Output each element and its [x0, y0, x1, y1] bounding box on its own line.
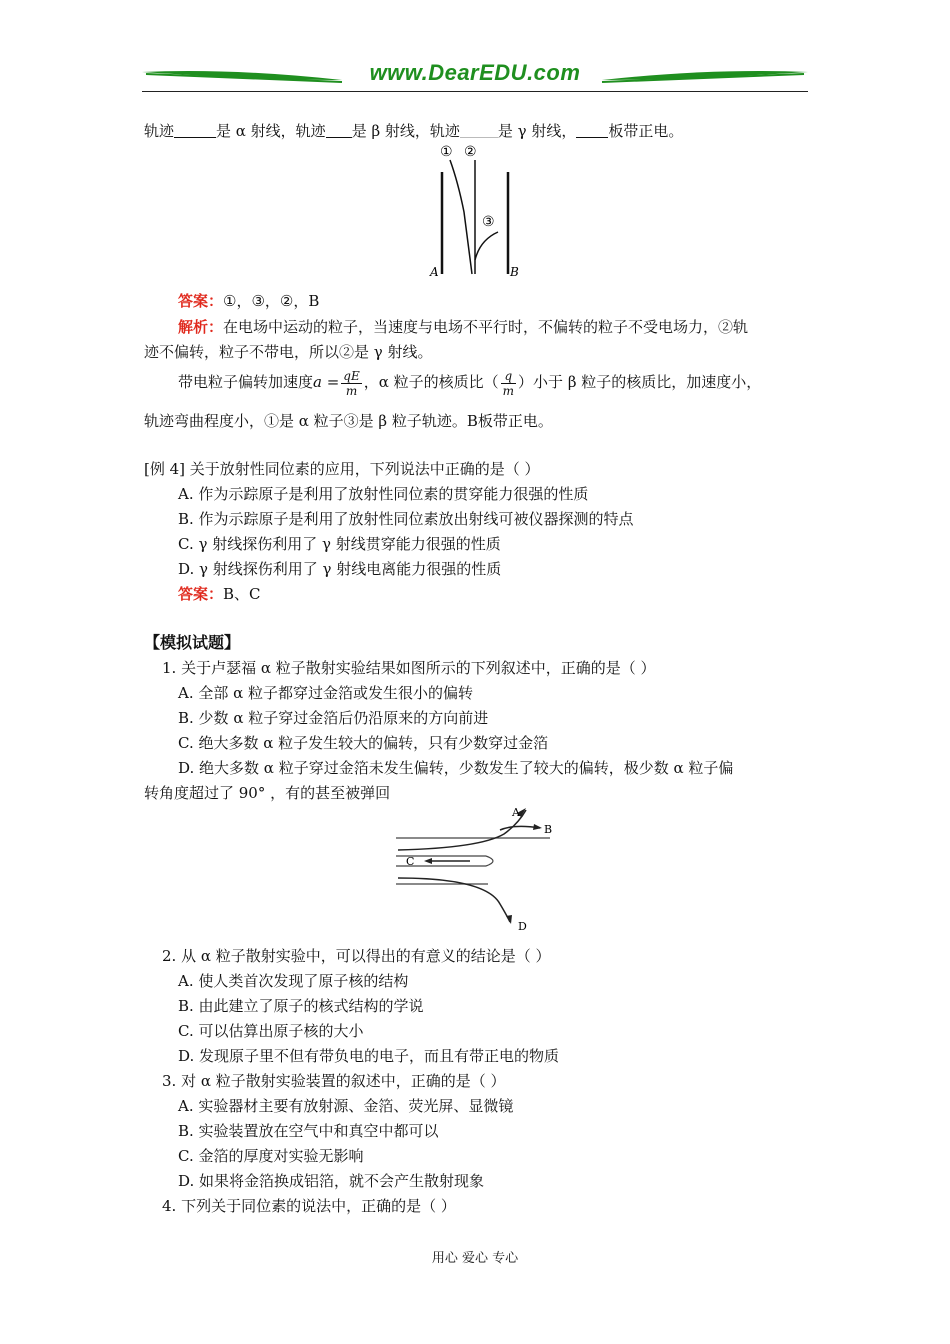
page-header [142, 58, 808, 94]
analysis-formula-line [178, 368, 761, 398]
answer-text: B、C [223, 585, 261, 603]
analysis-line [144, 410, 553, 432]
answer-text: ①，③，②，B [223, 292, 320, 310]
plate-a-label: A [430, 265, 439, 279]
question-4: 4. 下列关于同位素的说法中，正确的是（ ） [162, 1197, 456, 1215]
analysis-text: 迹不偏转，粒子不带电，所以②是 γ 射线。 [144, 343, 433, 361]
site-logo: www.DearEDU.com [369, 60, 581, 85]
track-2-label: ② [464, 144, 477, 160]
analysis-text: 在电场中运动的粒子，当速度与电场不平行时，不偏转的粒子不受电场力，②轨 [223, 318, 749, 336]
analysis-line [144, 341, 433, 363]
question-option: B. 少数 α 粒子穿过金箔后仍沿原来的方向前进 [178, 709, 489, 727]
intro-text: 是 γ 射线， [497, 122, 577, 140]
ratio-fraction [501, 369, 516, 398]
trajectory-a [398, 810, 526, 850]
track-1-curve [450, 160, 472, 274]
intro-question [144, 120, 683, 142]
question-option: C. 金箔的厚度对实验无影响 [178, 1147, 364, 1165]
question-3: 3. 对 α 粒子散射实验装置的叙述中，正确的是（ ） [162, 1072, 506, 1090]
scattering-figure [390, 804, 560, 934]
intro-text: 板带正电。 [608, 122, 684, 140]
track-3-curve [475, 232, 498, 260]
answer-blank [576, 121, 608, 138]
question-option: C. 绝大多数 α 粒子发生较大的偏转，只有少数穿过金箔 [178, 734, 549, 752]
example-option: B. 作为示踪原子是利用了放射性同位素放出射线可被仪器探测的特点 [178, 510, 634, 528]
plate-b-label: B [510, 265, 519, 279]
fraction-denominator: m [345, 383, 358, 398]
intro-text: 是 β 射线，轨迹 [351, 122, 460, 140]
analysis-label: 解析： [178, 318, 224, 336]
section-title: 【模拟试题】 [144, 633, 241, 652]
label-c: C [406, 855, 415, 868]
question-option: C. 可以估算出原子核的大小 [178, 1022, 364, 1040]
label-b: B [544, 823, 553, 836]
example-option: A. 作为示踪原子是利用了放射性同位素的贯穿能力很强的性质 [178, 485, 589, 503]
question-1: 1. 关于卢瑟福 α 粒子散射实验结果如图所示的下列叙述中，正确的是（ ） [162, 659, 656, 677]
question-option: D. 如果将金箔换成铝箔，就不会产生散射现象 [178, 1172, 485, 1190]
accel-fraction [341, 369, 361, 398]
answer-blank [326, 121, 352, 138]
analysis-text: ）小于 β 粒子的核质比，加速度小， [518, 373, 762, 391]
analysis-text: 轨迹弯曲程度小，①是 α 粒子③是 β 粒子轨迹。B板带正电。 [144, 412, 553, 430]
answer-blank [460, 121, 498, 138]
label-d: D [518, 920, 527, 933]
question-option: A. 全部 α 粒子都穿过金箔或发生很小的偏转 [178, 684, 474, 702]
question-option: D. 绝大多数 α 粒子穿过金箔未发生偏转，少数发生了较大的偏转，极少数 α 粒子偏 [178, 759, 734, 777]
question-2: 2. 从 α 粒子散射实验中，可以得出的有意义的结论是（ ） [162, 947, 551, 965]
fraction-numerator: q [501, 369, 516, 384]
question-option: B. 实验装置放在空气中和真空中都可以 [178, 1122, 439, 1140]
label-a: A [512, 806, 520, 819]
track-3-label: ③ [482, 214, 495, 230]
answer-label: 答案： [178, 292, 224, 310]
deflection-figure [428, 142, 528, 282]
question-option: A. 使人类首次发现了原子核的结构 [178, 972, 409, 990]
answer-line [178, 290, 319, 312]
analysis-line [178, 316, 748, 338]
analysis-text: 带电粒子偏转加速度 [178, 373, 314, 391]
intro-text: 轨迹 [144, 122, 175, 140]
question-option: D. 发现原子里不但有带负电的电子，而且有带正电的物质 [178, 1047, 560, 1065]
page-footer: 用心 爱心 专心 [431, 1251, 519, 1266]
fraction-numerator: qE [343, 368, 360, 383]
header-rule [142, 91, 808, 92]
example-option: D. γ 射线探伤利用了 γ 射线电离能力很强的性质 [178, 560, 502, 578]
example-question: [例 4] 关于放射性同位素的应用，下列说法中正确的是（ ） [144, 460, 540, 478]
intro-text: 是 α 射线，轨迹 [216, 122, 326, 140]
accel-symbol: a = [313, 373, 340, 391]
track-1-label: ① [440, 144, 453, 160]
analysis-text: ，α 粒子的核质比（ [363, 373, 499, 391]
question-option-continued: 转角度超过了 90° ，有的甚至被弹回 [144, 784, 391, 802]
question-option: B. 由此建立了原子的核式结构的学说 [178, 997, 424, 1015]
example-answer [178, 583, 261, 605]
answer-label: 答案： [178, 585, 224, 603]
answer-blank [174, 121, 216, 138]
example-option: C. γ 射线探伤利用了 γ 射线贯穿能力很强的性质 [178, 535, 501, 553]
question-option: A. 实验器材主要有放射源、金箔、荧光屏、显微镜 [178, 1097, 514, 1115]
fraction-denominator: m [502, 383, 515, 398]
